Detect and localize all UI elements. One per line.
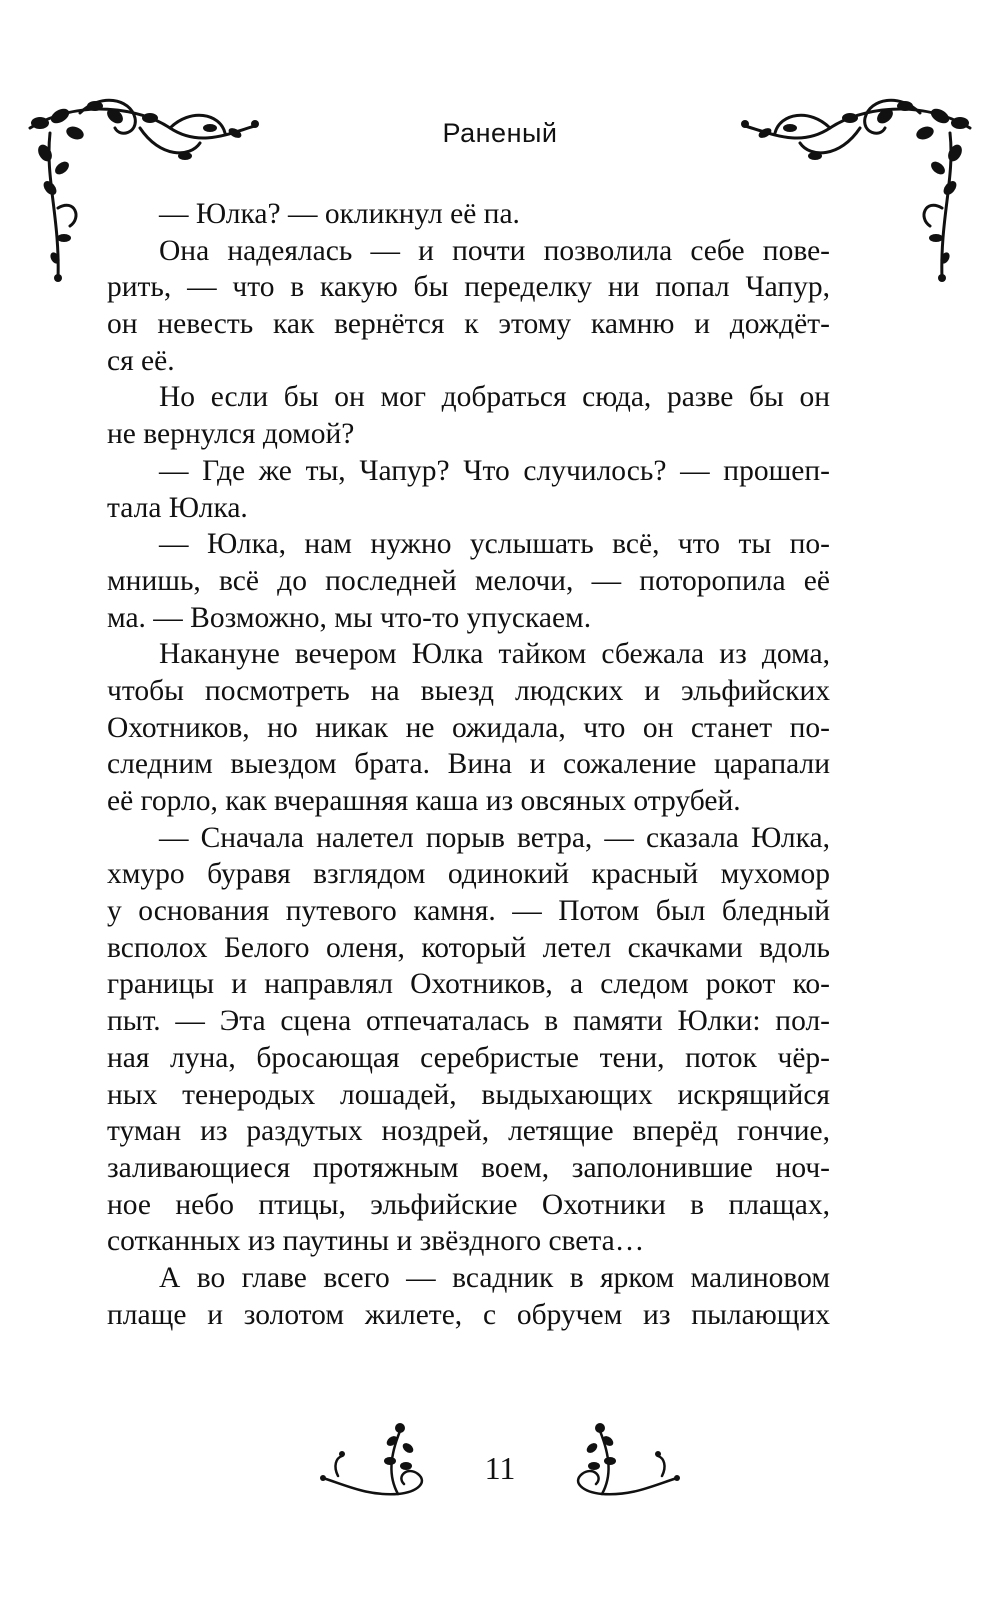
text-line: плаще и золотом жилете, с обручем из пылающих xyxy=(107,1298,830,1331)
page-number: 11 xyxy=(484,1450,516,1486)
text-line: — Где же ты, Чапур? Что случилось? — прошеп- xyxy=(159,454,830,487)
text-line: мнишь, всё до последней мелочи, — поторопила её xyxy=(107,564,830,597)
text-line: Накануне вечером Юлка тайком сбежала из дома, xyxy=(159,638,830,671)
text-line: — Юлка, нам нужно услышать всё, что ты по- xyxy=(159,528,830,561)
floral-flourish-icon xyxy=(562,1416,682,1516)
running-head: Раненый xyxy=(442,118,558,148)
text-line: он невесть как вернётся к этому камню и дождёт- xyxy=(107,308,830,341)
text-line: ся её. xyxy=(107,344,175,377)
text-line: Охотников, но никак не ожидала, что он станет по- xyxy=(107,711,830,744)
text-line: не вернулся домой? xyxy=(107,418,355,451)
text-line: заливающиеся протяжным воем, заполонившие ноч- xyxy=(107,1151,830,1184)
text-line: ное небо птицы, эльфийские Охотники в плащах, xyxy=(107,1188,830,1221)
text-line: ных тенеродых лошадей, выдыхающих искрящийся xyxy=(107,1078,830,1111)
text-line: рить, — что в какую бы переделку ни попал Чапур, xyxy=(107,271,830,304)
text-line: ная луна, бросающая серебристые тени, поток чёр- xyxy=(107,1041,830,1074)
text-line: следним выездом брата. Вина и сожаление царапали xyxy=(107,748,830,781)
text-line: всполох Белого оленя, который летел скачками вдоль xyxy=(107,931,830,964)
text-line: — Юлка? — окликнул её па. xyxy=(159,198,520,230)
text-line: у основания путевого камня. — Потом был бледный xyxy=(107,895,830,928)
text-line: пыт. — Эта сцена отпечаталась в памяти Юлки: пол- xyxy=(107,1005,830,1038)
text-line: Она надеялась — и почти позволила себе пове- xyxy=(159,234,830,267)
text-line: Но если бы он мог добраться сюда, разве бы он xyxy=(159,381,830,414)
text-line: хмуро буравя взглядом одинокий красный мухомор xyxy=(107,858,830,891)
text-line: сотканных из паутины и звёздного света… xyxy=(107,1225,645,1258)
text-line: — Сначала налетел порыв ветра, — сказала Юлка, xyxy=(159,821,830,854)
text-line: её горло, как вчерашняя каша из овсяных отрубей. xyxy=(107,785,741,817)
text-line: границы и направлял Охотников, а следом рокот ко- xyxy=(107,968,830,1001)
text-line: чтобы посмотреть на выезд людских и эльфийских xyxy=(107,674,830,707)
text-line: ма. — Возможно, мы что-то упускаем. xyxy=(107,601,592,634)
text-line: А во главе всего — всадник в ярком малиновом xyxy=(159,1261,830,1294)
body-text xyxy=(107,196,830,1333)
text-line: тала Юлка. xyxy=(107,491,248,524)
text-line: туман из раздутых ноздрей, летящие вперёд гончие, xyxy=(107,1115,830,1148)
